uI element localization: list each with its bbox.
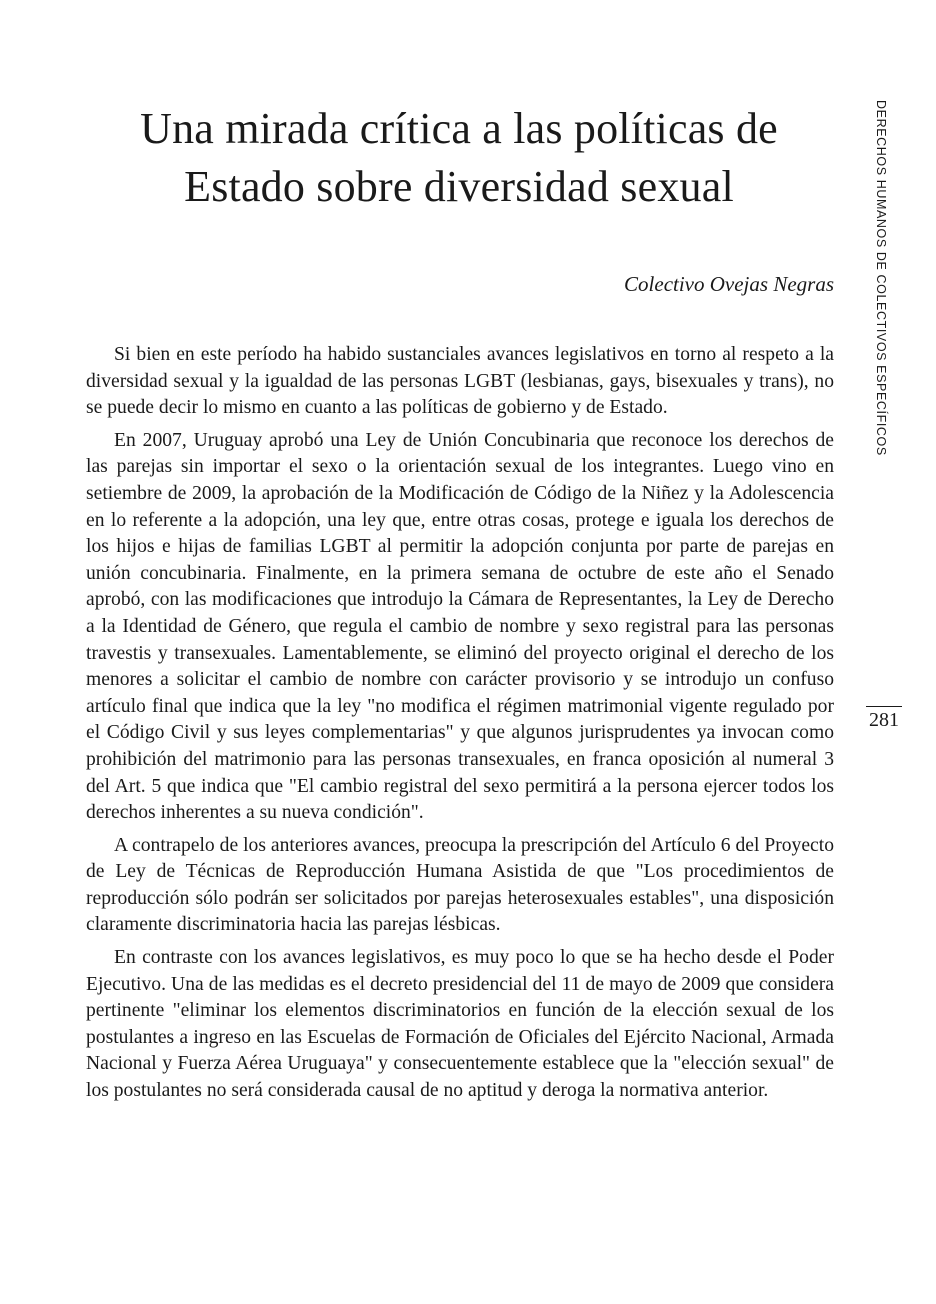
article-author: Colectivo Ovejas Negras [624, 272, 834, 296]
article-title-line-1: Una mirada crítica a las políticas de [140, 104, 778, 153]
article-body [86, 342, 834, 1111]
body-paragraph: En 2007, Uruguay aprobó una Ley de Unión Concubinaria que reconoce los derechos de las parejas sin importar el sexo o la orientación sexual de los integrantes. Luego vino en setiembre de 2009, la aprobación de la Modificación de Código de la Niñez y la Adolescencia en lo referente a la adopción, una ley que, entre otras cosas, protege e iguala los derechos de los hijos e hijas de familias LGBT al permitir la adopción conjunta por parte de parejas en unión concubinaria. Finalmente, en la primera semana de octubre de este año el Senado aprobó, con las modificaciones que introdujo la Cámara de Representantes, la Ley de Derecho a la Identidad de Género, que regula el cambio de nombre y sexo registral para las personas travestis y transexuales. Lamentablemente, se eliminó del proyecto original el derecho de los menores a solicitar el cambio de nombre con carácter provisorio y se introdujo un confuso artículo final que indica que la ley "no modifica el régimen matrimonial vigente regulado por el Código Civil y sus leyes complementarias" y que algunos jurisprudentes ya invocan como prohibición del matrimonio para las personas transexuales, en franca oposición al numeral 3 del Art. 5 que indica que "El cambio registral del sexo permitirá a la persona ejercer todos los derechos inherentes a su nueva condición". [86, 429, 834, 824]
article-title-line-2: Estado sobre diversidad sexual [184, 162, 734, 211]
body-paragraph: En contraste con los avances legislativos, es muy poco lo que se ha hecho desde el Poder Ejecutivo. Una de las medidas es el decreto presidencial del 11 de mayo de 2009 que considera pertinente "eliminar los elementos discriminatorios en función de la elección sexual de los postulantes a ingreso en las Escuelas de Formación de Oficiales del Ejército Nacional, Armada Nacional y Fuerza Aérea Uruguaya" y consecuentemente establece que la "elección sexual" de los postulantes no será considerada causal de no aptitud y deroga la normativa anterior. [86, 947, 834, 1102]
body-paragraph: Si bien en este período ha habido sustanciales avances legislativos en torno al respeto a la diversidad sexual y la igualdad de las personas LGBT (lesbianas, gays, bisexuales y trans), no se puede decir lo mismo en cuanto a las políticas de gobierno y de Estado. [86, 344, 834, 419]
body-paragraph: A contrapelo de los anteriores avances, preocupa la prescripción del Artículo 6 del Proyecto de Ley de Técnicas de Reproducción Humana Asistida de que "Los procedimientos de reproducción sólo podrán ser solicitados por parejas heterosexuales estables", una disposición claramente discriminatoria hacia las parejas lésbicas. [86, 834, 834, 936]
running-head: DERECHOS HUMANOS DE COLECTIVOS ESPECÍFICOS [874, 100, 888, 456]
article-title [84, 100, 834, 216]
page-number: 281 [869, 709, 899, 731]
